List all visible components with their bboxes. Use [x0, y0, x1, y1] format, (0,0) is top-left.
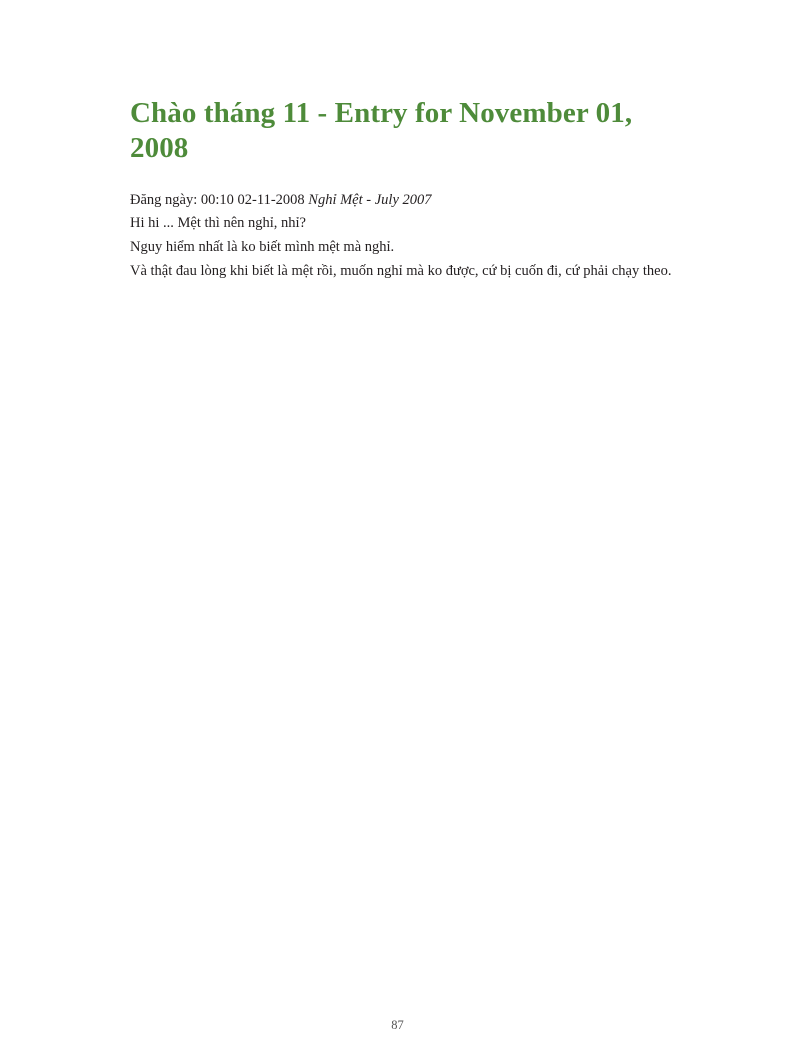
- article-content: [130, 96, 670, 283]
- entry-paragraph-3: Và thật đau lòng khi biết là mệt rồi, muốn nghỉ mà ko được, cứ bị cuốn đi, cứ phải chạy theo.: [130, 262, 672, 279]
- page-number: 87: [391, 1018, 404, 1032]
- entry-paragraph-1: Hi hi ... Mệt thì nên nghỉ, nhỉ?: [130, 215, 306, 232]
- page-title: Chào tháng 11 - Entry for November 01, 2008: [130, 97, 633, 165]
- entry-meta: [130, 189, 670, 213]
- entry-posted-date: Đăng ngày: 00:10 02-11-2008: [130, 191, 305, 208]
- entry-source: Nghỉ Mệt - July 2007: [308, 191, 432, 208]
- entry-body: [130, 189, 670, 284]
- entry-paragraph-2: Nguy hiểm nhất là ko biết mình mệt mà nghỉ.: [130, 239, 395, 255]
